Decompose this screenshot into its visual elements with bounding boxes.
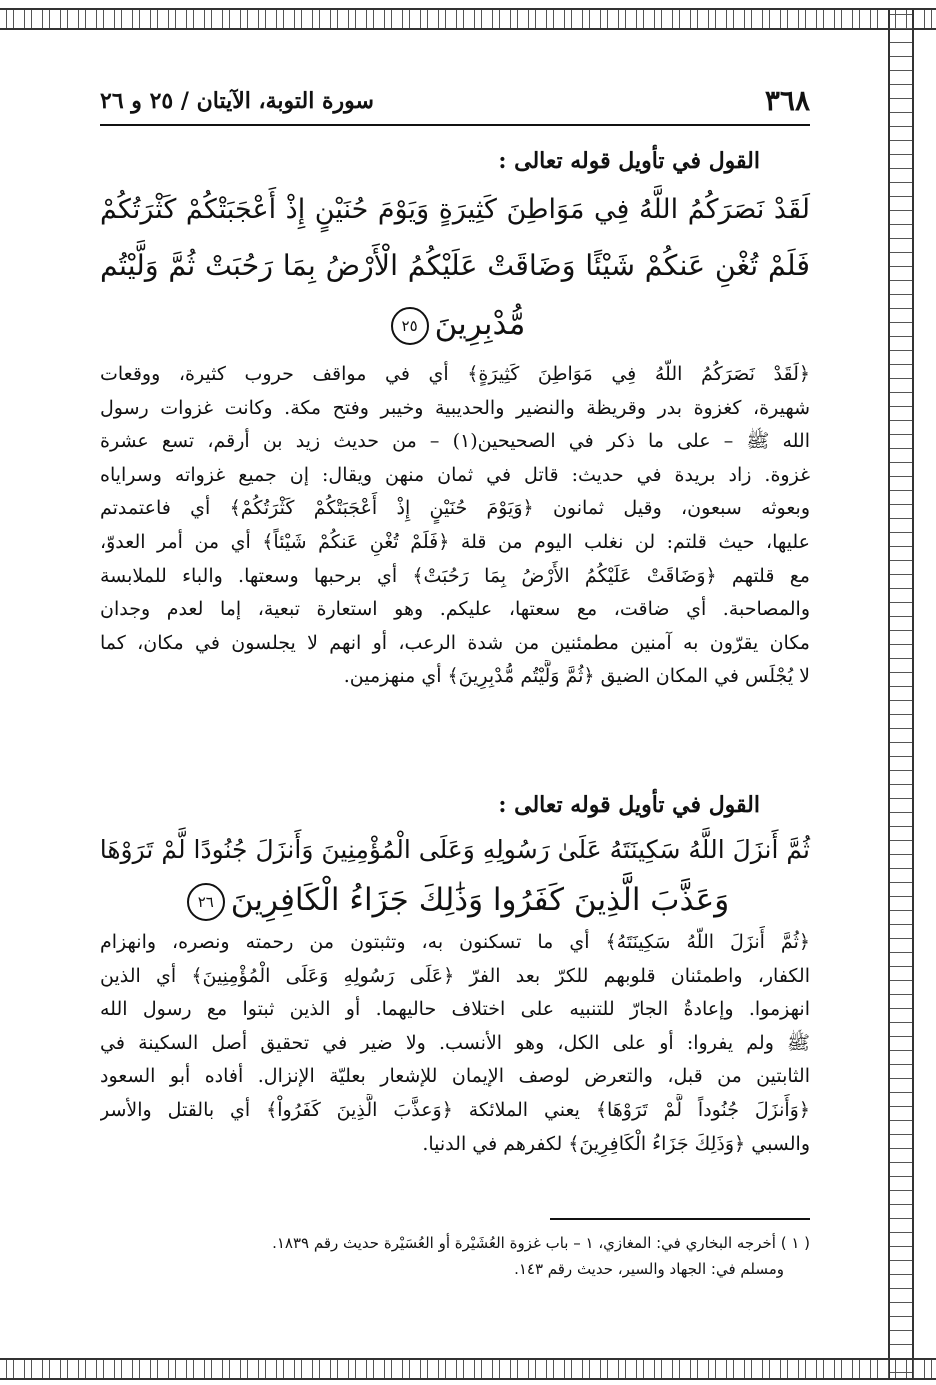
commentary-line: الله ﷺ – على ما ذكر في الصحيحين(١) – من حديث زيد بن أرقم، تسع عشرة — [100, 430, 810, 453]
section-heading-2: القول في تأويل قوله تعالى : — [498, 792, 760, 818]
running-head: سورة التوبة، الآيتان / ٢٥ و ٢٦ — [100, 88, 374, 114]
commentary-line: والسبي ﴿وَذَلِكَ جَزَاءُ الْكَافِرِينَ﴾ لكفرهم في الدنيا. — [422, 1132, 810, 1155]
ornamental-border-top — [0, 8, 936, 30]
commentary-line: ﴿لَقَدْ نَصَرَكُمُ اللّهُ فِي مَوَاطِنَ كَثِيرَةٍ﴾ أي في مواقف حروب كثيرة، ووقعات — [100, 363, 810, 385]
ornamental-border-bottom — [0, 1358, 936, 1380]
page-header — [100, 84, 810, 126]
commentary-line: لا يُجْلَس في المكان الضيق ﴿ثُمَّ وَلَّيْتُم مُّدْبِرِينَ﴾ أي منهزمين. — [343, 665, 810, 688]
page-number: ٣٦٨ — [764, 84, 810, 117]
verse-number-badge: ٢٥ — [391, 307, 429, 345]
commentary-line: ﷺ ولم يفروا: أو على الكل، وهو الأنسب. ولا ضير في تحقيق أصل السكينة في — [100, 1031, 810, 1054]
commentary-line: غزوة. زاد بريدة في حديث: قاتل في ثمان منهن ويقال: إن جميع غزواته وسراياه — [100, 463, 810, 486]
footnote-separator — [550, 1218, 810, 1220]
commentary-line: الثابتين من قبل، والتعرض لوصف الإيمان للإشعار بعليّة الإنزال. أفاده أبو السعود — [100, 1065, 810, 1088]
commentary-paragraph-1 — [100, 358, 810, 694]
ornamental-border-right — [888, 8, 914, 1380]
footnote-line: ( ١ ) أخرجه البخاري في: المغازي، ١ – باب غزوة العُشَيْرة أو العُسَيْرة حديث رقم ١٨٣٩. — [272, 1234, 810, 1252]
commentary-line: ﴿وَأَنزَلَ جُنُوداً لَّمْ تَرَوْهَا﴾ يعني الملائكة ﴿وَعذَّبَ الَّذِينَ كَفَرُواْ﴾ أي بالقتل والأسر — [100, 1098, 810, 1121]
verse-line-final — [100, 296, 810, 352]
commentary-line: والمصاحبة. أي ضاقت، مع سعتها، عليكم. وهو استعارة تبعية، إما لعدم وجدان — [100, 598, 810, 621]
commentary-line: ﴿ثُمَّ أَنزَلَ اللّهُ سَكِينَتَهُ﴾ أي ما تسكنون به، وتثبتون من رحمته ونصره، وانهزام — [100, 931, 810, 953]
commentary-line: شهيرة، كغزوة بدر وقريظة والنضير والحديبية وخيبر وفتح مكة. وكانت غزوات رسول — [100, 396, 810, 419]
section-heading-1: القول في تأويل قوله تعالى : — [498, 148, 760, 174]
footnote-line: ومسلم في: الجهاد والسير، حديث رقم ١٤٣. — [514, 1260, 784, 1278]
verse-line: وَعَذَّبَ الَّذِينَ كَفَرُوا وَذَٰلِكَ جَزَاءُ الْكَافِرِينَ — [230, 882, 730, 918]
verse-number-badge: ٢٦ — [187, 883, 225, 921]
verse-line: لَقَدْ نَصَرَكُمُ اللَّهُ فِي مَوَاطِنَ كَثِيرَةٍ وَيَوْمَ حُنَيْنٍ إِذْ أَعْجَبَتْكُمْ كَثْرَتُكُمْ — [100, 194, 810, 225]
verse-line-final — [100, 872, 810, 928]
book-page — [100, 70, 810, 1350]
commentary-line: مكان يقرّون به آمنين مطمئنين من شدة الرعب، أو انهم لا يجلسون في مكان، كما — [100, 631, 810, 654]
commentary-line: الكفار، واطمئنان قلوبهم للكرّ بعد الفرّ ﴿عَلَى رَسُولِهِ وَعَلَى الْمُؤْمِنِينَ﴾ أي الذين — [100, 964, 810, 987]
commentary-line: وبعوثه سبعون، وقيل ثمانون ﴿وَيَوْمَ حُنَيْنٍ إِذْ أَعْجَبَتْكُمْ كَثْرَتُكُمْ﴾ أي فاعتمدتم — [100, 497, 810, 520]
commentary-line: عليها، حيث قلتم: لن نغلب اليوم من قلة ﴿فَلَمْ تُغْنِ عَنكُمْ شَيْئاً﴾ أي من أمر العدوّ، — [100, 530, 810, 553]
commentary-line: انهزموا. وإعادةُ الجارّ للتنبيه على اختلاف حاليهما. أو الذين ثبتوا مع رسول الله — [100, 998, 810, 1021]
verse-line: مُّدْبِرِينَ — [434, 306, 526, 342]
commentary-paragraph-2 — [100, 926, 810, 1161]
commentary-line: مع قلتهم ﴿وَضَاقَتْ عَلَيْكُمُ الأَرْضُ بِمَا رَحُبَتْ﴾ أي برحبها وسعتها. والباء للملابسة — [100, 564, 810, 587]
verse-line: فَلَمْ تُغْنِ عَنكُمْ شَيْئًا وَضَاقَتْ عَلَيْكُمُ الْأَرْضُ بِمَا رَحُبَتْ ثُمَّ وَلَّيْتُم — [100, 249, 810, 282]
footnotes — [100, 1230, 810, 1282]
verse-line: ثُمَّ أَنزَلَ اللَّهُ سَكِينَتَهُ عَلَىٰ رَسُولِهِ وَعَلَى الْمُؤْمِنِينَ وَأَنزَلَ جُنُودًا لَّمْ تَرَوْهَا — [99, 835, 810, 864]
